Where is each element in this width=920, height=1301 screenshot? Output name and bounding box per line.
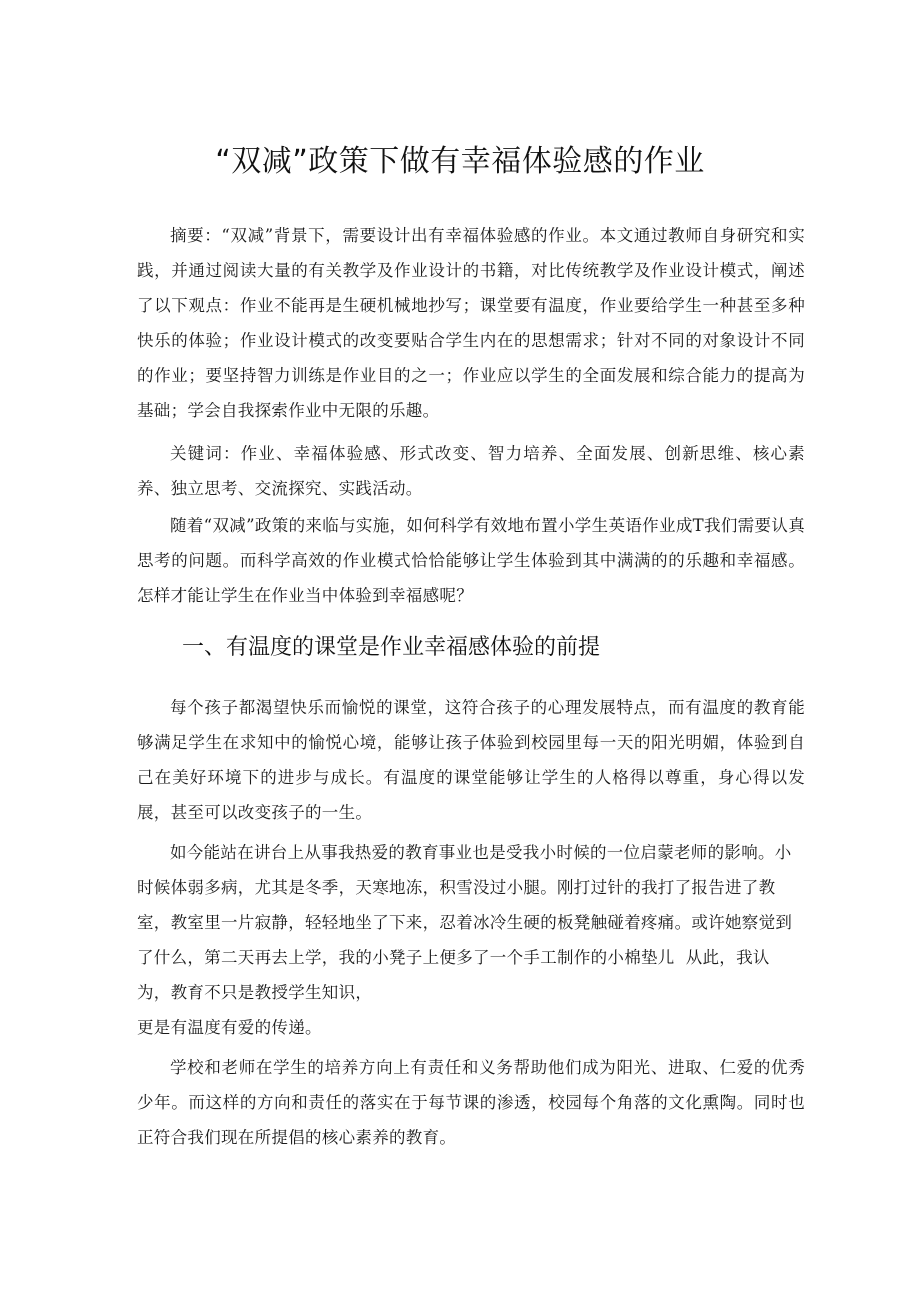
section1-paragraph-3: 学校和老师在学生的培养方向上有责任和义务帮助他们成为阳光、进取、仁爱的优秀少年。而这样的方向和责任的落实在于每节课的渗透，校园每个角落的文化熏陶。同时也正符合我们现在所提倡的核心素养的教育。 [137,1058,805,1147]
page-title: “双减”政策下做有幸福体验感的作业 [215,144,705,179]
section1-paragraph-1: 每个孩子都渴望快乐而愉悦的课堂，这符合孩子的心理发展特点，而有温度的教育能够满足学生在求知中的愉悦心境，能够让孩子体验到校园里每一天的阳光明媚，体验到自己在美好环境下的进步与成长。有温度的课堂能够让学生的人格得以尊重，身心得以发展，甚至可以改变孩子的一生。 [137,698,805,822]
paragraph-line: 室，教室里一片寂静，轻轻地坐了下来，忍着冰冷生硬的板凳触碰着疼痛。或许她察觉到 [137,913,793,932]
paragraph-line: 如今能站在讲台上从事我热爱的教育事业也是受我小时候的一位启蒙老师的影响。小 [170,843,792,862]
paragraph-line: 更是有温度有爱的传递。 [137,1018,322,1037]
paragraph-line: 为，教育不只是教授学生知识， [137,983,373,1002]
keywords-paragraph: 关键词：作业、幸福体验感、形式改变、智力培养、全面发展、创新思维、核心素养、独立思考、交流探究、实践活动。 [137,444,805,498]
intro-paragraph: 随着“双减”政策的来临与实施，如何科学有效地布置小学生英语作业成T我们需要认真思考的问题。而科学高效的作业模式恰恰能够让学生体验到其中满满的的乐趣和幸福感。怎样才能让学生在作业当中体验到幸福感呢？ [137,516,805,605]
paragraph-line: 时候体弱多病，尤其是冬季，天寒地冻，积雪没过小腿。刚打过针的我打了报告进了教 [137,878,776,897]
paragraph-line: 了什么，第二天再去上学，我的小凳子上便多了一个手工制作的小棉垫儿 从此，我认 [137,948,770,967]
abstract-paragraph: 摘要：“双减”背景下，需要设计出有幸福体验感的作业。本文通过教师自身研究和实践，并通过阅读大量的有关教学及作业设计的书籍，对比传统教学及作业设计模式，阐述了以下观点：作业不能再是生硬机械地抄写；课堂要有温度，作业要给学生一种甚至多种快乐的体验；作业设计模式的改变要贴合学生内在的思想需求；针对不同的对象设计不同的作业；要坚持智力训练是作业目的之一；作业应以学生的全面发展和综合能力的提高为基础；学会自我探索作业中无限的乐趣。 [137,226,805,420]
section-heading: 一、有温度的课堂是作业幸福感体验的前提 [182,635,601,660]
section1-paragraph-2 [137,835,805,1045]
